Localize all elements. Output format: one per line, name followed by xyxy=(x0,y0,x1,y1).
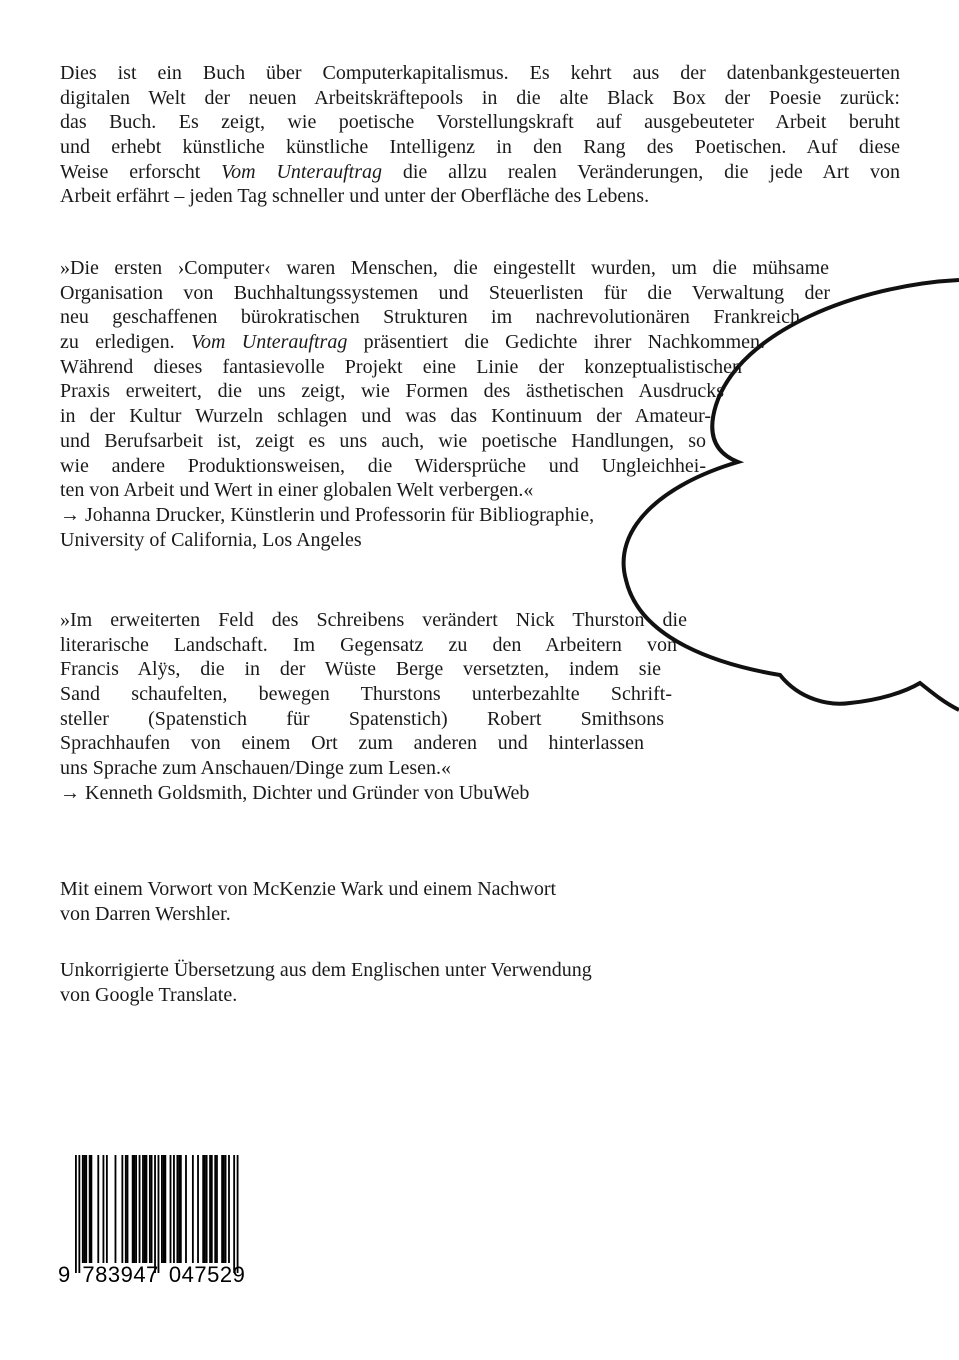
text-line: → Johanna Drucker, Künstlerin und Professorin für Bibliographie, xyxy=(60,503,595,526)
barcode-bar xyxy=(127,1155,129,1263)
barcode-bar xyxy=(115,1155,117,1263)
book-title-italic: Vom Unterauftrag xyxy=(221,160,383,183)
barcode-bar xyxy=(106,1155,108,1263)
barcode-bar xyxy=(180,1155,182,1263)
paragraph xyxy=(60,608,687,806)
barcode-bar xyxy=(125,1155,127,1263)
barcode-bar xyxy=(221,1155,223,1263)
barcode-bar xyxy=(225,1155,227,1263)
text-line: → Kenneth Goldsmith, Dichter und Gründer von UbuWeb xyxy=(60,781,530,804)
barcode-bar xyxy=(82,1155,84,1263)
text-line: steller (Spatenstich für Spatenstich) Robert Smithsons xyxy=(60,707,664,730)
text-line: Organisation von Buchhaltungssystemen und Steuerlisten für die Verwaltung der xyxy=(60,281,830,304)
barcode-bar xyxy=(142,1155,144,1263)
barcode-bar xyxy=(204,1155,206,1263)
text-segment: die allzu realen Veränderungen, die jede Art von xyxy=(382,160,900,183)
paragraph xyxy=(60,877,556,926)
text-line: Sprachhaufen von einem Ort zum anderen und hinterlassen xyxy=(60,732,644,755)
text-line: neu geschaffenen bürokratischen Strukturen im nachrevolutionären Frankreich xyxy=(60,306,800,329)
text-segment: Weise erforscht xyxy=(60,160,222,183)
barcode-bar xyxy=(228,1155,230,1263)
barcode-bar xyxy=(146,1155,148,1263)
text-line: ten von Arbeit und Wert in einer globalen Welt verbergen.« xyxy=(60,479,534,502)
text-line: wie andere Produktionsweisen, die Widersprüche und Ungleichhei- xyxy=(60,454,706,477)
barcode-bar xyxy=(197,1155,199,1263)
text-line: und erhebt künstliche künstliche Intelligenz in den Rang des Poetischen. Auf diese xyxy=(60,136,900,159)
barcode-bar xyxy=(233,1155,235,1273)
barcode-bar xyxy=(216,1155,218,1263)
barcode-bar xyxy=(192,1155,194,1263)
text-line: Dies ist ein Buch über Computerkapitalismus. Es kehrt aus der datenbankgesteuerten xyxy=(60,62,900,84)
isbn-barcode xyxy=(58,1150,248,1275)
isbn-left-group: 783947 xyxy=(82,1262,159,1287)
barcode-bar xyxy=(161,1155,163,1263)
text-segment: zu erledigen. xyxy=(60,331,191,354)
barcode-bar xyxy=(158,1155,160,1273)
text-line: Unkorrigierte Übersetzung aus dem Englischen unter Verwendung xyxy=(60,959,592,981)
isbn-right-group: 047529 xyxy=(168,1262,246,1287)
text-line: University of California, Los Angeles xyxy=(60,528,362,551)
barcode-bar xyxy=(97,1155,99,1263)
text-line: Arbeit erfährt – jeden Tag schneller und unter der Oberfläche des Lebens. xyxy=(60,185,650,208)
barcode-bar xyxy=(139,1155,141,1263)
barcode-bar xyxy=(132,1155,134,1263)
text-segment: präsentiert die Gedichte ihrer Nachkommen. xyxy=(347,331,765,354)
book-title-italic: Vom Unterauftrag xyxy=(190,331,348,354)
text-line: Praxis erweitert, die uns zeigt, wie Formen des ästhetischen Ausdrucks xyxy=(60,380,724,403)
text-line: digitalen Welt der neuen Arbeitskräftepools in die alte Black Box der Poesie zurück: xyxy=(60,86,900,109)
barcode-bar xyxy=(214,1155,216,1263)
barcode-bar xyxy=(209,1155,211,1263)
text-line: Mit einem Vorwort von McKenzie Wark und einem Nachwort xyxy=(60,878,557,900)
paragraph xyxy=(60,958,592,1007)
barcode-bar xyxy=(133,1155,135,1263)
barcode-bar xyxy=(178,1155,180,1263)
text-line: in der Kultur Wurzeln schlagen und was das Kontinuum der Amateur- xyxy=(60,405,711,428)
barcode-bar xyxy=(211,1155,213,1263)
text-line xyxy=(60,160,900,185)
barcode-bar xyxy=(163,1155,165,1263)
barcode-bar xyxy=(164,1155,166,1263)
text-line: von Darren Wershler. xyxy=(60,902,231,925)
barcode-bar xyxy=(173,1155,175,1263)
barcode-bar xyxy=(176,1155,178,1263)
paragraph xyxy=(60,256,830,552)
barcode-bar xyxy=(170,1155,172,1263)
text-line: und Berufsarbeit ist, zeigt es uns auch, wie poetische Handlungen, so xyxy=(60,429,706,452)
isbn-first-digit: 9 xyxy=(58,1262,71,1287)
barcode-bar xyxy=(206,1155,208,1263)
barcode-bar xyxy=(103,1155,105,1263)
isbn-number xyxy=(58,1262,245,1288)
barcode-bar xyxy=(85,1155,87,1263)
text-line: Francis Alÿs, die in der Wüste Berge versetzten, indem sie xyxy=(60,658,661,681)
text-line: Während dieses fantasievolle Projekt eine Linie der konzeptualistischen xyxy=(60,355,742,378)
text-line: uns Sprache zum Anschauen/Dinge zum Lesen.« xyxy=(60,757,452,780)
barcode-bar xyxy=(151,1155,153,1263)
barcode-bar xyxy=(202,1155,204,1263)
barcode-bar xyxy=(121,1155,123,1263)
barcode-bar xyxy=(223,1155,225,1263)
barcode-bar xyxy=(84,1155,86,1263)
barcode-bar xyxy=(75,1155,77,1273)
text-line: »Im erweiterten Feld des Schreibens verändert Nick Thurston die xyxy=(60,609,687,631)
barcode-bar xyxy=(144,1155,146,1263)
text-line: literarische Landschaft. Im Gegensatz zu den Arbeitern von xyxy=(60,633,677,656)
barcode-bar xyxy=(154,1155,156,1273)
barcode-bar xyxy=(78,1155,80,1273)
barcode-bar xyxy=(89,1155,91,1263)
paragraph xyxy=(60,61,900,209)
barcode-bar xyxy=(237,1155,239,1273)
text-line: von Google Translate. xyxy=(60,983,238,1006)
barcode-bar xyxy=(149,1155,151,1263)
text-line: Sand schaufelten, bewegen Thurstons unterbezahlte Schrift- xyxy=(60,683,672,706)
text-line: das Buch. Es zeigt, wie poetische Vorstellungskraft auf ausgebeuteter Arbeit beruht xyxy=(60,111,900,134)
text-line: »Die ersten ›Computer‹ waren Menschen, die eingestellt wurden, um die mühsame xyxy=(60,257,829,279)
text-line xyxy=(60,330,765,355)
barcode-bar xyxy=(135,1155,137,1263)
barcode-bar xyxy=(90,1155,92,1263)
barcode-bar xyxy=(185,1155,187,1263)
